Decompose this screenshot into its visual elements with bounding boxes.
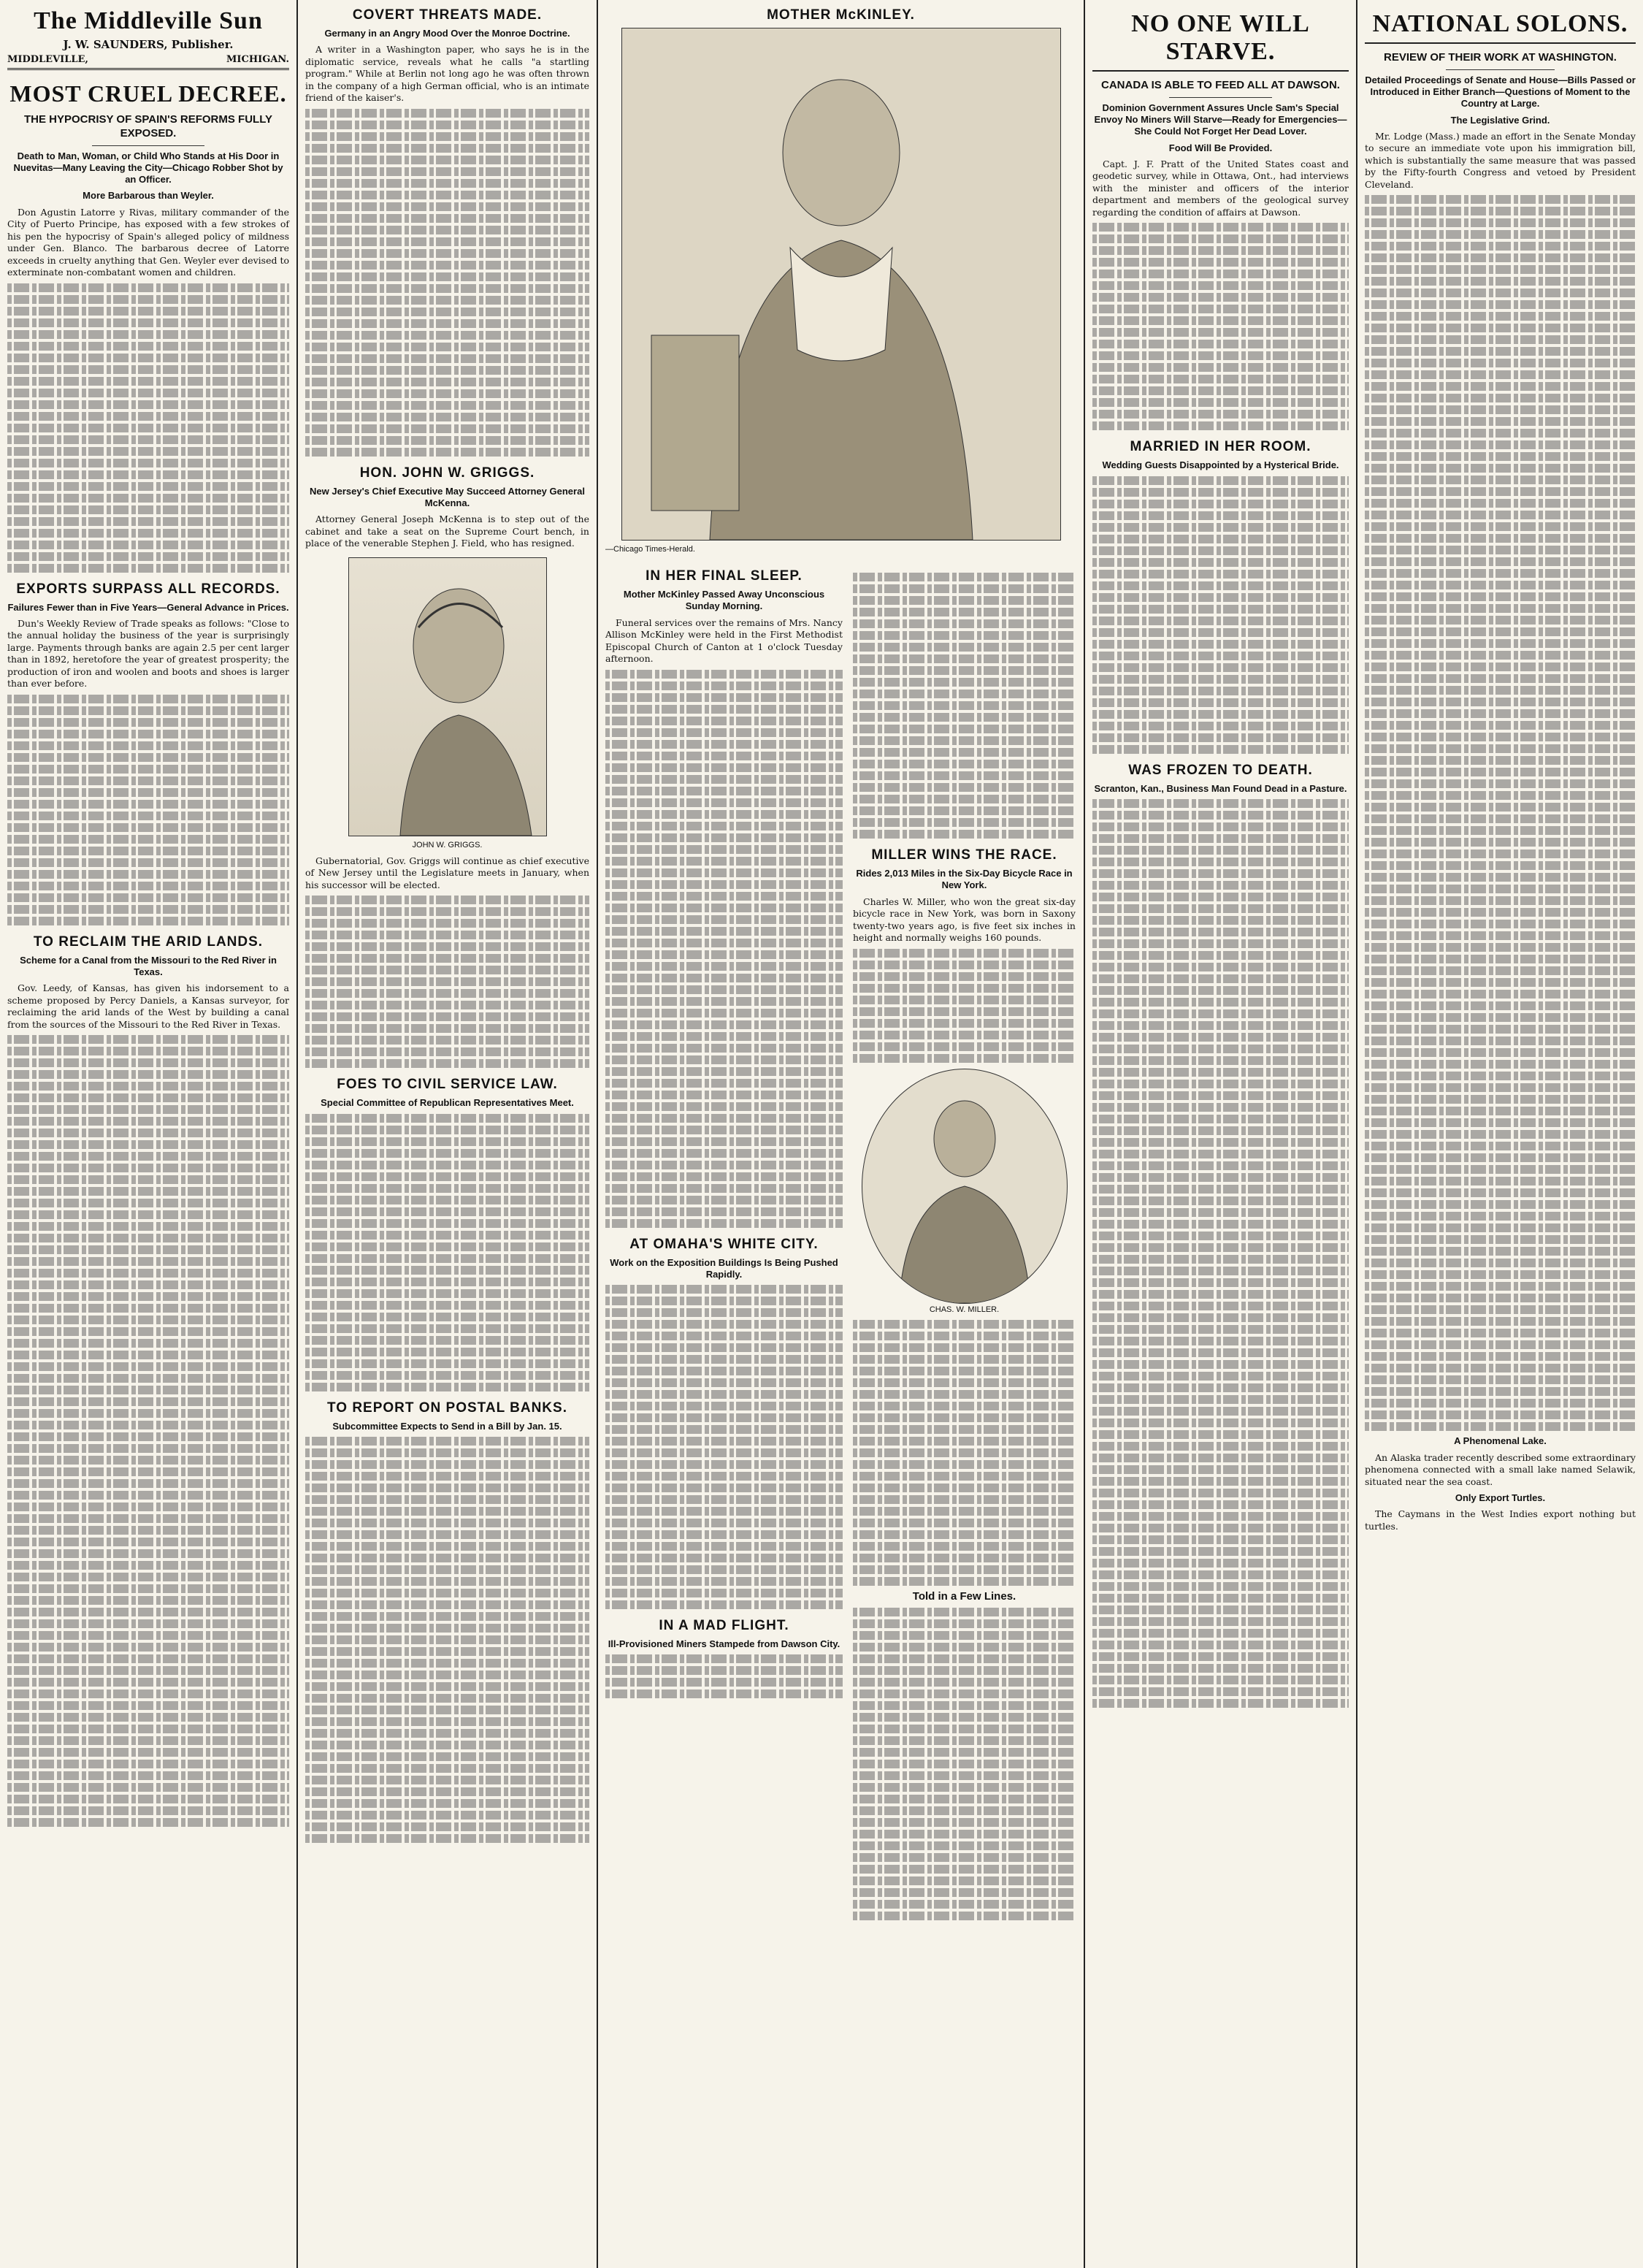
column-5 xyxy=(1085,0,1356,2268)
deck: Death to Man, Woman, or Child Who Stands at His Door in Nuevitas—Many Leaving the City—Chicago Robber Shot by an Officer. xyxy=(13,150,283,185)
article-text-continued xyxy=(1365,195,1636,1431)
headline: HON. JOHN W. GRIGGS. xyxy=(359,465,535,481)
article-text: Mr. Lodge (Mass.) made an effort in the Senate Monday to secure an immediate vote upon his immigration bill, which is substantially the same measure that was passed by the Fifty-fourth Congress and vetoed by President Cleveland. xyxy=(1365,130,1636,190)
article-text: Attorney General Joseph McKenna is to step out of the cabinet and take a seat on the Supreme Court bench, in place of the venerable Stephen J. Field, who has resigned. xyxy=(305,513,589,549)
article-text: Dun's Weekly Review of Trade speaks as follows: "Close to the annual holiday the business of the year is surprisingly large. Payments through banks are again 2.5 per cent larger than in 1892, heretofore the year of greatest prosperity; the production of iron and woolen and boots and shoes is larger than ever before. xyxy=(7,617,289,690)
article-text-continued xyxy=(305,1114,589,1391)
section-heading: Told in a Few Lines. xyxy=(912,1589,1016,1603)
mother-mckinley-illustration xyxy=(621,28,1061,541)
article-text-continued xyxy=(7,695,289,925)
headline: AT OMAHA'S WHITE CITY. xyxy=(629,1236,819,1252)
portrait-caption: CHAS. W. MILLER. xyxy=(929,1305,1000,1314)
portrait-miller xyxy=(862,1069,1068,1304)
section-heading: Only Export Turtles. xyxy=(1455,1492,1546,1503)
subheadline: REVIEW OF THEIR WORK AT WASHINGTON. xyxy=(1384,51,1617,64)
deck: Subcommittee Expects to Send in a Bill by Jan. 15. xyxy=(332,1420,562,1432)
article-text-continued xyxy=(853,1608,1076,1920)
article-text: An Alaska trader recently described some extraordinary phenomena connected with a small lake named Selawik, situated near the sea coast. xyxy=(1365,1451,1636,1487)
article-text-continued xyxy=(305,1437,589,1843)
headline: MILLER WINS THE RACE. xyxy=(871,847,1057,863)
article-text: The Caymans in the West Indies export nothing but turtles. xyxy=(1365,1508,1636,1532)
masthead-state: MICHIGAN. xyxy=(226,54,289,65)
deck: Rides 2,013 Miles in the Six-Day Bicycle Race in New York. xyxy=(856,868,1073,891)
subheadline: CANADA IS ABLE TO FEED ALL AT DAWSON. xyxy=(1101,79,1340,91)
headline: NATIONAL SOLONS. xyxy=(1365,10,1636,44)
article-text: A writer in a Washington paper, who says he is in the diplomatic service, reveals what he calls "a startling program." While at Berlin not long ago he was often thrown in the company of a high German official, who is an intimate friend of the kaiser's. xyxy=(305,44,589,104)
deck: Germany in an Angry Mood Over the Monroe Doctrine. xyxy=(324,28,570,39)
column-6 xyxy=(1357,0,1643,2268)
portrait-caption: JOHN W. GRIGGS. xyxy=(412,840,483,849)
subheadline: THE HYPOCRISY OF SPAIN'S REFORMS FULLY EXPOSED. xyxy=(24,113,272,140)
headline: FOES TO CIVIL SERVICE LAW. xyxy=(337,1077,558,1093)
headline: EXPORTS SURPASS ALL RECORDS. xyxy=(16,581,280,597)
article-text-continued xyxy=(7,1035,289,1827)
headline: TO REPORT ON POSTAL BANKS. xyxy=(327,1400,567,1416)
article-text-continued xyxy=(605,670,843,1228)
headline: MOTHER McKINLEY. xyxy=(767,7,915,23)
article-text-continued xyxy=(853,949,1076,1063)
deck: Detailed Proceedings of Senate and House—Bills Passed or Introduced in Either Branch—Questions of Moment to the Country at Large. xyxy=(1365,74,1636,110)
column-2 xyxy=(298,0,597,2268)
portrait-image xyxy=(349,558,546,836)
headline: TO RECLAIM THE ARID LANDS. xyxy=(33,933,264,950)
article-text: Funeral services over the remains of Mrs. Nancy Allison McKinley were held in the First Methodist Episcopal Church of Canton at 1 o'clock Tuesday afternoon. xyxy=(605,616,843,664)
section-heading: A Phenomenal Lake. xyxy=(1454,1435,1547,1447)
deck: New Jersey's Chief Executive May Succeed Attorney General McKenna. xyxy=(310,485,585,508)
portrait-griggs xyxy=(348,557,547,836)
headline: MARRIED IN HER ROOM. xyxy=(1130,439,1311,455)
article-text-continued xyxy=(853,1320,1076,1586)
deck: Ill-Provisioned Miners Stampede from Dawson City. xyxy=(608,1638,840,1649)
article-text: Gov. Leedy, of Kansas, has given his indorsement to a scheme proposed by Percy Daniels, a Kansas surveyor, for reclaiming the arid lands of the West by building a canal from the sources of the Missouri to the Red River in Texas. xyxy=(7,982,289,1030)
article-text-continued xyxy=(605,1654,843,1698)
article-text-continued xyxy=(305,896,589,1068)
article-text-continued xyxy=(853,573,1076,839)
article-text-continued xyxy=(305,109,589,457)
headline: WAS FROZEN TO DEATH. xyxy=(1128,762,1313,778)
article-text: Capt. J. F. Pratt of the United States coast and geodetic survey, while in Ottawa, Ont., had interviews with the minister and officers of the interior department and members of the geological survey regarding the condition of affairs at Dawson. xyxy=(1092,158,1349,218)
article-text-continued xyxy=(1092,223,1349,430)
illustration-image xyxy=(622,28,1060,540)
deck: Work on the Exposition Buildings Is Being Pushed Rapidly. xyxy=(610,1256,838,1280)
masthead-place: MIDDLEVILLE, xyxy=(7,54,88,65)
deck: Wedding Guests Disappointed by a Hysterical Bride. xyxy=(1102,459,1339,471)
headline: NO ONE WILL STARVE. xyxy=(1092,10,1349,72)
article-text: Don Agustin Latorre y Rivas, military commander of the City of Puerto Principe, has exposed with a few strokes of his pen the hypocrisy of Spain's alleged policy of mildness under Gen. Blanco. The barbarous decree of Latorre exceeds in cruelty anything that Gen. Weyler ever devised to exterminate non-combatant women and children. xyxy=(7,206,289,278)
article-text: Gubernatorial, Gov. Griggs will continue as chief executive of New Jersey until the Legislature meets in January, when his successor will be elected. xyxy=(305,855,589,890)
deck: Dominion Government Assures Uncle Sam's Special Envoy No Miners Will Starve—Ready for Emergencies—She Could Not Forget Her Dead Lover. xyxy=(1094,102,1347,137)
illustration-credit: —Chicago Times-Herald. xyxy=(605,545,695,554)
column-1 xyxy=(0,0,296,2268)
masthead-title: The Middleville Sun xyxy=(34,7,263,34)
portrait-image xyxy=(862,1069,1067,1303)
deck: Special Committee of Republican Representatives Meet. xyxy=(321,1097,574,1109)
masthead-publisher: J. W. SAUNDERS, Publisher. xyxy=(63,38,234,51)
article-text-continued xyxy=(7,283,289,573)
headline: COVERT THREATS MADE. xyxy=(352,7,543,23)
column-3 xyxy=(598,0,1084,2268)
article-text-continued xyxy=(1092,799,1349,1708)
column-4 xyxy=(853,560,1076,1923)
column-3-left xyxy=(605,560,843,1923)
article-text-continued xyxy=(605,1285,843,1609)
section-heading: Food Will Be Provided. xyxy=(1168,142,1273,153)
deck: Mother McKinley Passed Away Unconscious Sunday Morning. xyxy=(623,589,825,612)
section-heading: More Barbarous than Weyler. xyxy=(83,190,214,202)
deck: Failures Fewer than in Five Years—General Advance in Prices. xyxy=(7,601,289,613)
article-text-continued xyxy=(1092,476,1349,754)
headline: MOST CRUEL DECREE. xyxy=(9,80,287,107)
deck: Scheme for a Canal from the Missouri to the Red River in Texas. xyxy=(20,954,277,977)
article-text: Charles W. Miller, who won the great six-day bicycle race in New York, was born in Saxony twenty-two years ago, is five feet six inches in height and normally weighs 160 pounds. xyxy=(853,896,1076,943)
masthead-dateline xyxy=(7,54,289,70)
section-heading: The Legislative Grind. xyxy=(1450,114,1550,126)
headline: IN HER FINAL SLEEP. xyxy=(646,568,803,584)
headline: IN A MAD FLIGHT. xyxy=(659,1618,789,1633)
deck: Scranton, Kan., Business Man Found Dead in a Pasture. xyxy=(1094,782,1347,794)
